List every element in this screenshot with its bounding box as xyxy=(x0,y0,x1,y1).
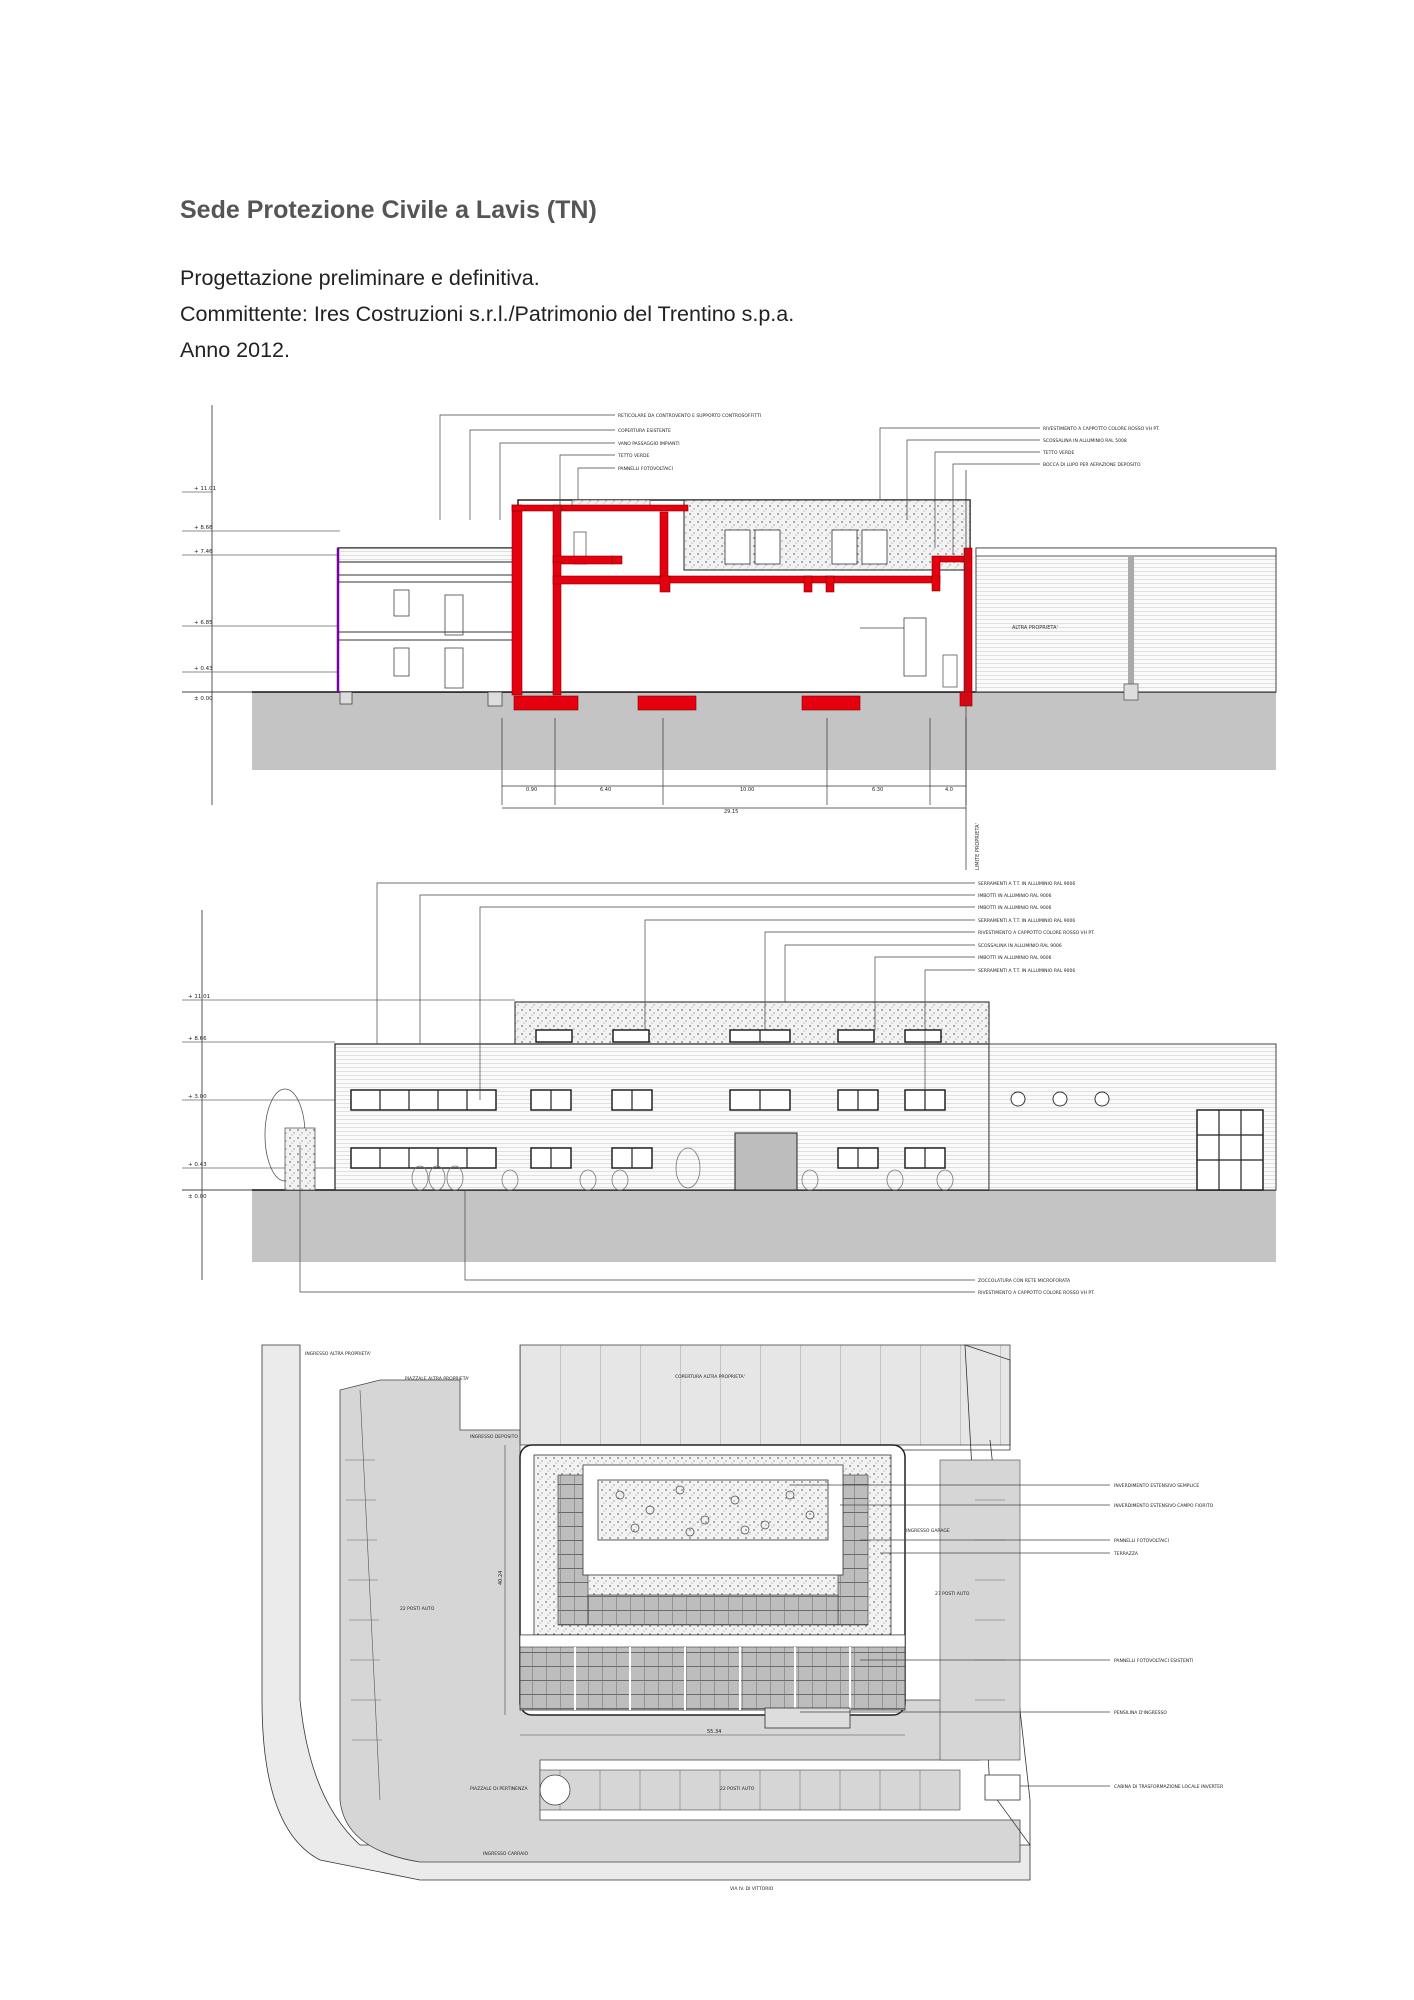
elev-label-b1: ZOCCOLATURA CON RETE MICROFORATA xyxy=(978,1279,1071,1284)
year-line: Anno 2012. xyxy=(180,338,290,362)
section-level-5: + 0.43 xyxy=(194,666,213,672)
site-plan xyxy=(262,1345,1223,1892)
plan-piazzale-altra: PIAZZALE ALTRA PROPRIETA' xyxy=(405,1377,470,1382)
plan-ingresso-deposito: INGRESSO DEPOSITO xyxy=(470,1435,518,1440)
plan-ingresso-garage: INGRESSO GARAGE xyxy=(906,1529,950,1534)
plan-label-4: TERRAZZA xyxy=(1114,1552,1138,1557)
plan-label-5: PANNELLI FOTOVOLTAICI ESISTENTI xyxy=(1114,1659,1194,1664)
section-label-r2: SCOSSALINA IN ALLUMINIO RAL 5008 xyxy=(1043,439,1127,444)
elev-label-t1: SERRAMENTI A T.T. IN ALLUMINIO RAL 9006 xyxy=(978,882,1076,887)
section-level-6: ± 0.00 xyxy=(194,696,213,702)
building-elevation xyxy=(182,881,1276,1296)
section-dim-4: 6.30 xyxy=(872,787,884,793)
elev-label-t8: SERRAMENTI A T.T. IN ALLUMINIO RAL 9006 xyxy=(978,969,1076,974)
plan-label-2: INVERDIMENTO ESTENSIVO CAMPO FIORITO xyxy=(1114,1504,1214,1509)
client-line: Committente: Ires Costruzioni s.r.l./Patrimonio del Trentino s.p.a. xyxy=(180,302,795,326)
section-neighbour-label: ALTRA PROPRIETA' xyxy=(1012,625,1058,631)
section-label-l5: PANNELLI FOTOVOLTAICI xyxy=(618,467,673,472)
building-section xyxy=(182,405,1276,870)
plan-label-3: PANNELLI FOTOVOLTAICI xyxy=(1114,1539,1169,1544)
elev-label-b2: RIVESTIMENTO A CAPPOTTO COLORE ROSSO VH PT. xyxy=(978,1291,1095,1296)
plan-label-7: CABINA DI TRASFORMAZIONE LOCALE INVERTER xyxy=(1114,1785,1224,1790)
section-label-l3: VANO PASSAGGIO IMPIANTI xyxy=(618,442,680,447)
section-label-l4: TETTO VERDE xyxy=(618,454,650,459)
elev-label-t5: RIVESTIMENTO A CAPPOTTO COLORE ROSSO VH PT. xyxy=(978,931,1095,936)
plan-ingresso-carraio: INGRESSO CARRAIO xyxy=(483,1852,529,1857)
section-dim-2: 6.40 xyxy=(600,787,612,793)
section-label-l1: RETICOLARE DA CONTROVENTO E SUPPORTO CONTROSOFFITTI xyxy=(618,414,762,419)
plan-label-6: PENSILINA D'INGRESSO xyxy=(1114,1711,1167,1716)
elev-level-2: + 8.66 xyxy=(188,1036,207,1042)
plan-piazzale-pertinenza: PIAZZALE DI PERTINENZA xyxy=(470,1787,528,1792)
plan-copertura-altra: COPERTURA ALTRA PROPRIETA' xyxy=(675,1375,745,1380)
section-label-l2: COPERTURA ESISTENTE xyxy=(618,429,671,434)
section-boundary-label: LIMITE PROPRIETA' xyxy=(975,823,981,870)
plan-dim-w: 55.34 xyxy=(707,1729,722,1735)
section-level-1: + 11.01 xyxy=(194,486,217,492)
plan-posti-bottom: 22 POSTI AUTO xyxy=(720,1787,755,1792)
elev-label-t2: IMBOTTI IN ALLUMINIO RAL 9006 xyxy=(978,894,1052,899)
elev-label-t6: SCOSSALINA IN ALLUMINIO RAL 9006 xyxy=(978,944,1062,949)
section-total-dim: 29.15 xyxy=(724,809,739,815)
section-label-r4: BOCCA DI LUPO PER AERAZIONE DEPOSITO xyxy=(1043,463,1141,468)
section-dim-5: 4.0 xyxy=(945,787,953,793)
section-level-4: + 6.85 xyxy=(194,620,213,626)
elev-level-4: + 0.43 xyxy=(188,1162,207,1168)
elev-level-5: ± 0.00 xyxy=(188,1194,207,1200)
plan-label-1: INVERDIMENTO ESTENSIVO SEMPLICE xyxy=(1114,1484,1200,1489)
elev-level-1: + 11.01 xyxy=(188,994,211,1000)
section-level-3: + 7.46 xyxy=(194,549,213,555)
elev-level-3: + 3.00 xyxy=(188,1094,207,1100)
elev-label-t4: SERRAMENTI A T.T. IN ALLUMINIO RAL 9006 xyxy=(978,919,1076,924)
section-dim-1: 0.90 xyxy=(526,787,538,793)
elev-label-t7: IMBOTTI IN ALLUMINIO RAL 9006 xyxy=(978,956,1052,961)
plan-street: VIA IV. DI VITTORIO xyxy=(730,1887,774,1892)
plan-posti-sx: 22 POSTI AUTO xyxy=(400,1607,435,1612)
elev-label-t3: IMBOTTI IN ALLUMINIO RAL 9006 xyxy=(978,906,1052,911)
plan-dim-h: 40.24 xyxy=(498,1570,504,1585)
section-label-r1: RIVESTIMENTO A CAPPOTTO COLORE ROSSO VH PT. xyxy=(1043,427,1160,432)
plan-posti-dx: 27 POSTI AUTO xyxy=(935,1592,970,1597)
section-level-2: + 8.66 xyxy=(194,525,213,531)
section-dim-3: 10.00 xyxy=(740,787,755,793)
page-title: Sede Protezione Civile a Lavis (TN) xyxy=(180,196,597,224)
section-label-r3: TETTO VERDE xyxy=(1043,451,1075,456)
project-phase: Progettazione preliminare e definitiva. xyxy=(180,266,540,290)
plan-ingresso-altra: INGRESSO ALTRA PROPRIETA' xyxy=(305,1352,372,1357)
